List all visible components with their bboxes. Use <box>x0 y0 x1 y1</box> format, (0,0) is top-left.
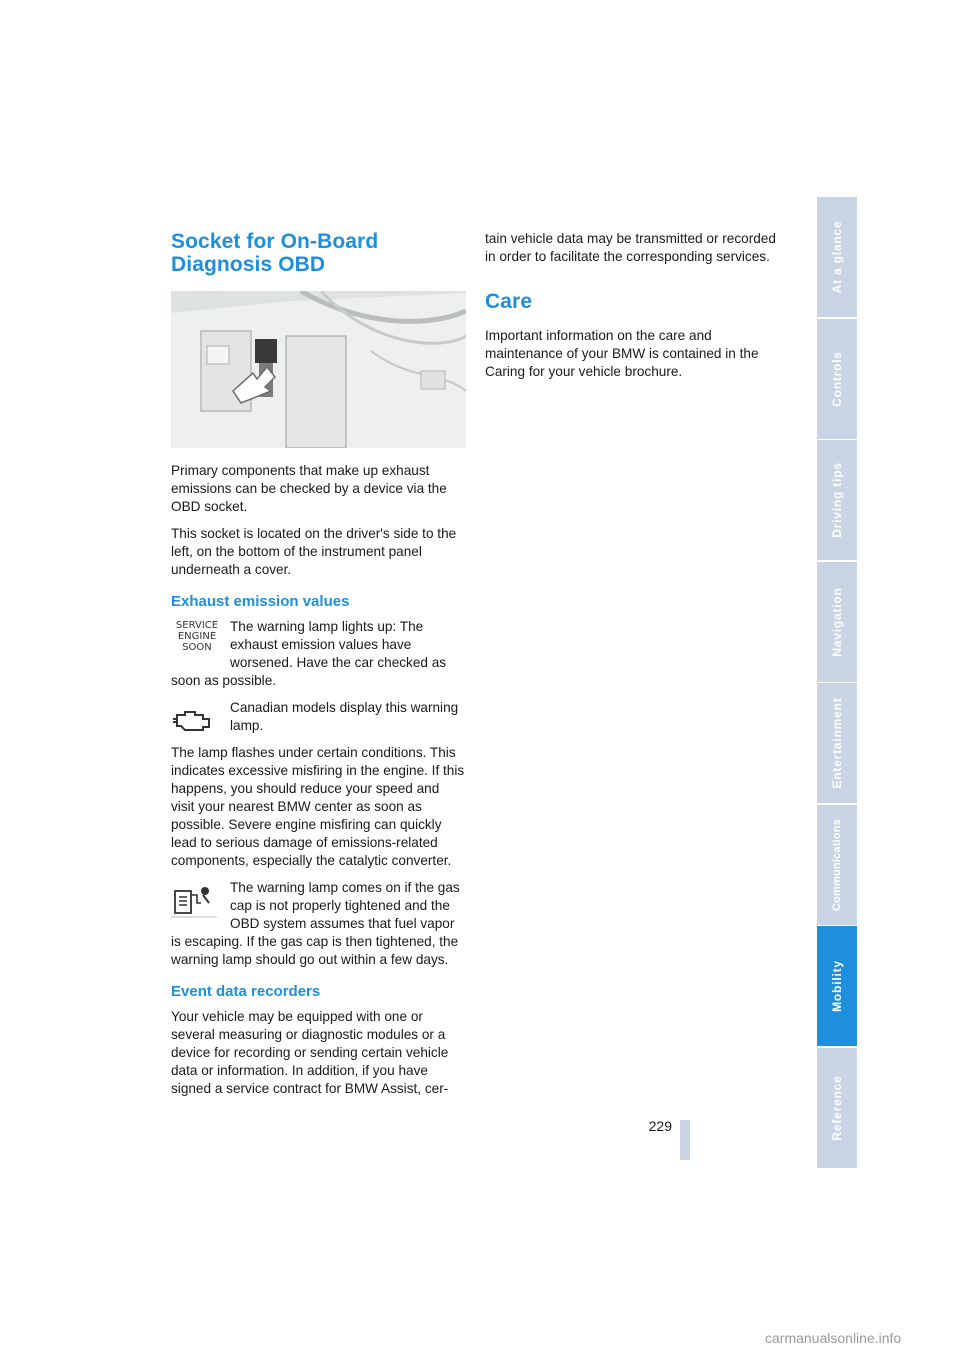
exhaust-heading: Exhaust emission values <box>171 593 350 610</box>
tab-driving-tips[interactable] <box>817 440 857 560</box>
intro-paragraph-2: This socket is located on the driver's side to the left, on the bottom of the instrument panel underneath a cover. <box>171 526 457 577</box>
tab-label: Navigation <box>830 586 844 657</box>
gas-cap-paragraph: The warning lamp comes on if the gas cap is not properly tightened and the OBD system assumes that fuel vapor <box>230 880 460 931</box>
canadian-paragraph: Canadian models display this warning lamp. <box>230 700 459 733</box>
tab-navigation[interactable] <box>817 562 857 682</box>
continuation-paragraph: tain vehicle data may be transmitted or recorded in order to facilitate the corresponding services. <box>485 231 776 264</box>
section-tabs <box>817 197 857 1169</box>
canadian-row <box>171 699 466 735</box>
warning-lamp-paragraph: The warning lamp lights up: The exhaust emission values have worsened. Have the car checked as <box>230 619 447 670</box>
warning-lamp-tail: soon as possible. <box>171 673 277 688</box>
tab-reference[interactable] <box>817 1048 857 1168</box>
care-paragraph: Important information on the care and maintenance of your BMW is contained in the Caring for your vehicle brochure. <box>485 328 759 379</box>
page-title: Socket for On-Board Diagnosis OBD <box>171 230 379 276</box>
tab-at-a-glance[interactable] <box>817 197 857 317</box>
flash-paragraph: The lamp flashes under certain conditions. This indicates excessive misfiring in the engine. If this happens, you should reduce your speed and visit your nearest BMW center as soon as possible. Severe engine misfiring can quickly lead to serious damage of emissions-related components, especially the catalytic converter. <box>171 745 465 868</box>
page-number: 229 <box>648 1118 672 1134</box>
tab-label: Driving tips <box>830 462 844 538</box>
gas-cap-icon <box>171 881 219 924</box>
intro-paragraph-1: Primary components that make up exhaust emissions can be checked by a device via the OBD socket. <box>171 463 447 514</box>
tab-communications[interactable] <box>817 805 857 925</box>
service-engine-row <box>171 618 466 672</box>
care-heading: Care <box>485 290 533 313</box>
tab-controls[interactable] <box>817 319 857 439</box>
tab-label: Controls <box>830 350 844 407</box>
left-column <box>171 230 466 1107</box>
tab-label: Reference <box>830 1074 844 1141</box>
event-heading: Event data recorders <box>171 983 321 1000</box>
tab-entertainment[interactable] <box>817 683 857 803</box>
page-number-bar <box>680 1120 690 1160</box>
tab-label: Communications <box>831 818 843 911</box>
service-icon-line: ENGINE <box>177 631 217 642</box>
gas-cap-tail: is escaping. If the gas cap is then tightened, the warning lamp should go out within a few days. <box>171 934 459 967</box>
check-engine-icon <box>173 709 213 738</box>
tab-mobility[interactable] <box>817 926 857 1046</box>
right-column <box>485 230 780 390</box>
service-icon-line: SERVICE <box>175 620 219 631</box>
obd-socket-drawing <box>171 291 466 448</box>
tab-label: At a glance <box>830 220 844 294</box>
tab-label: Mobility <box>830 960 844 1012</box>
event-paragraph: Your vehicle may be equipped with one or several measuring or diagnostic modules or a device for recording or sending certain vehicle data or information. In addition, if you have signed a service contract for BMW Assist, cer- <box>171 1009 449 1096</box>
gas-cap-row <box>171 879 466 933</box>
service-engine-soon-icon <box>171 620 223 653</box>
service-icon-line: SOON <box>182 642 212 653</box>
tab-label: Entertainment <box>830 697 844 789</box>
watermark: carmanualsonline.info <box>765 1330 902 1346</box>
obd-socket-illustration <box>171 291 466 448</box>
